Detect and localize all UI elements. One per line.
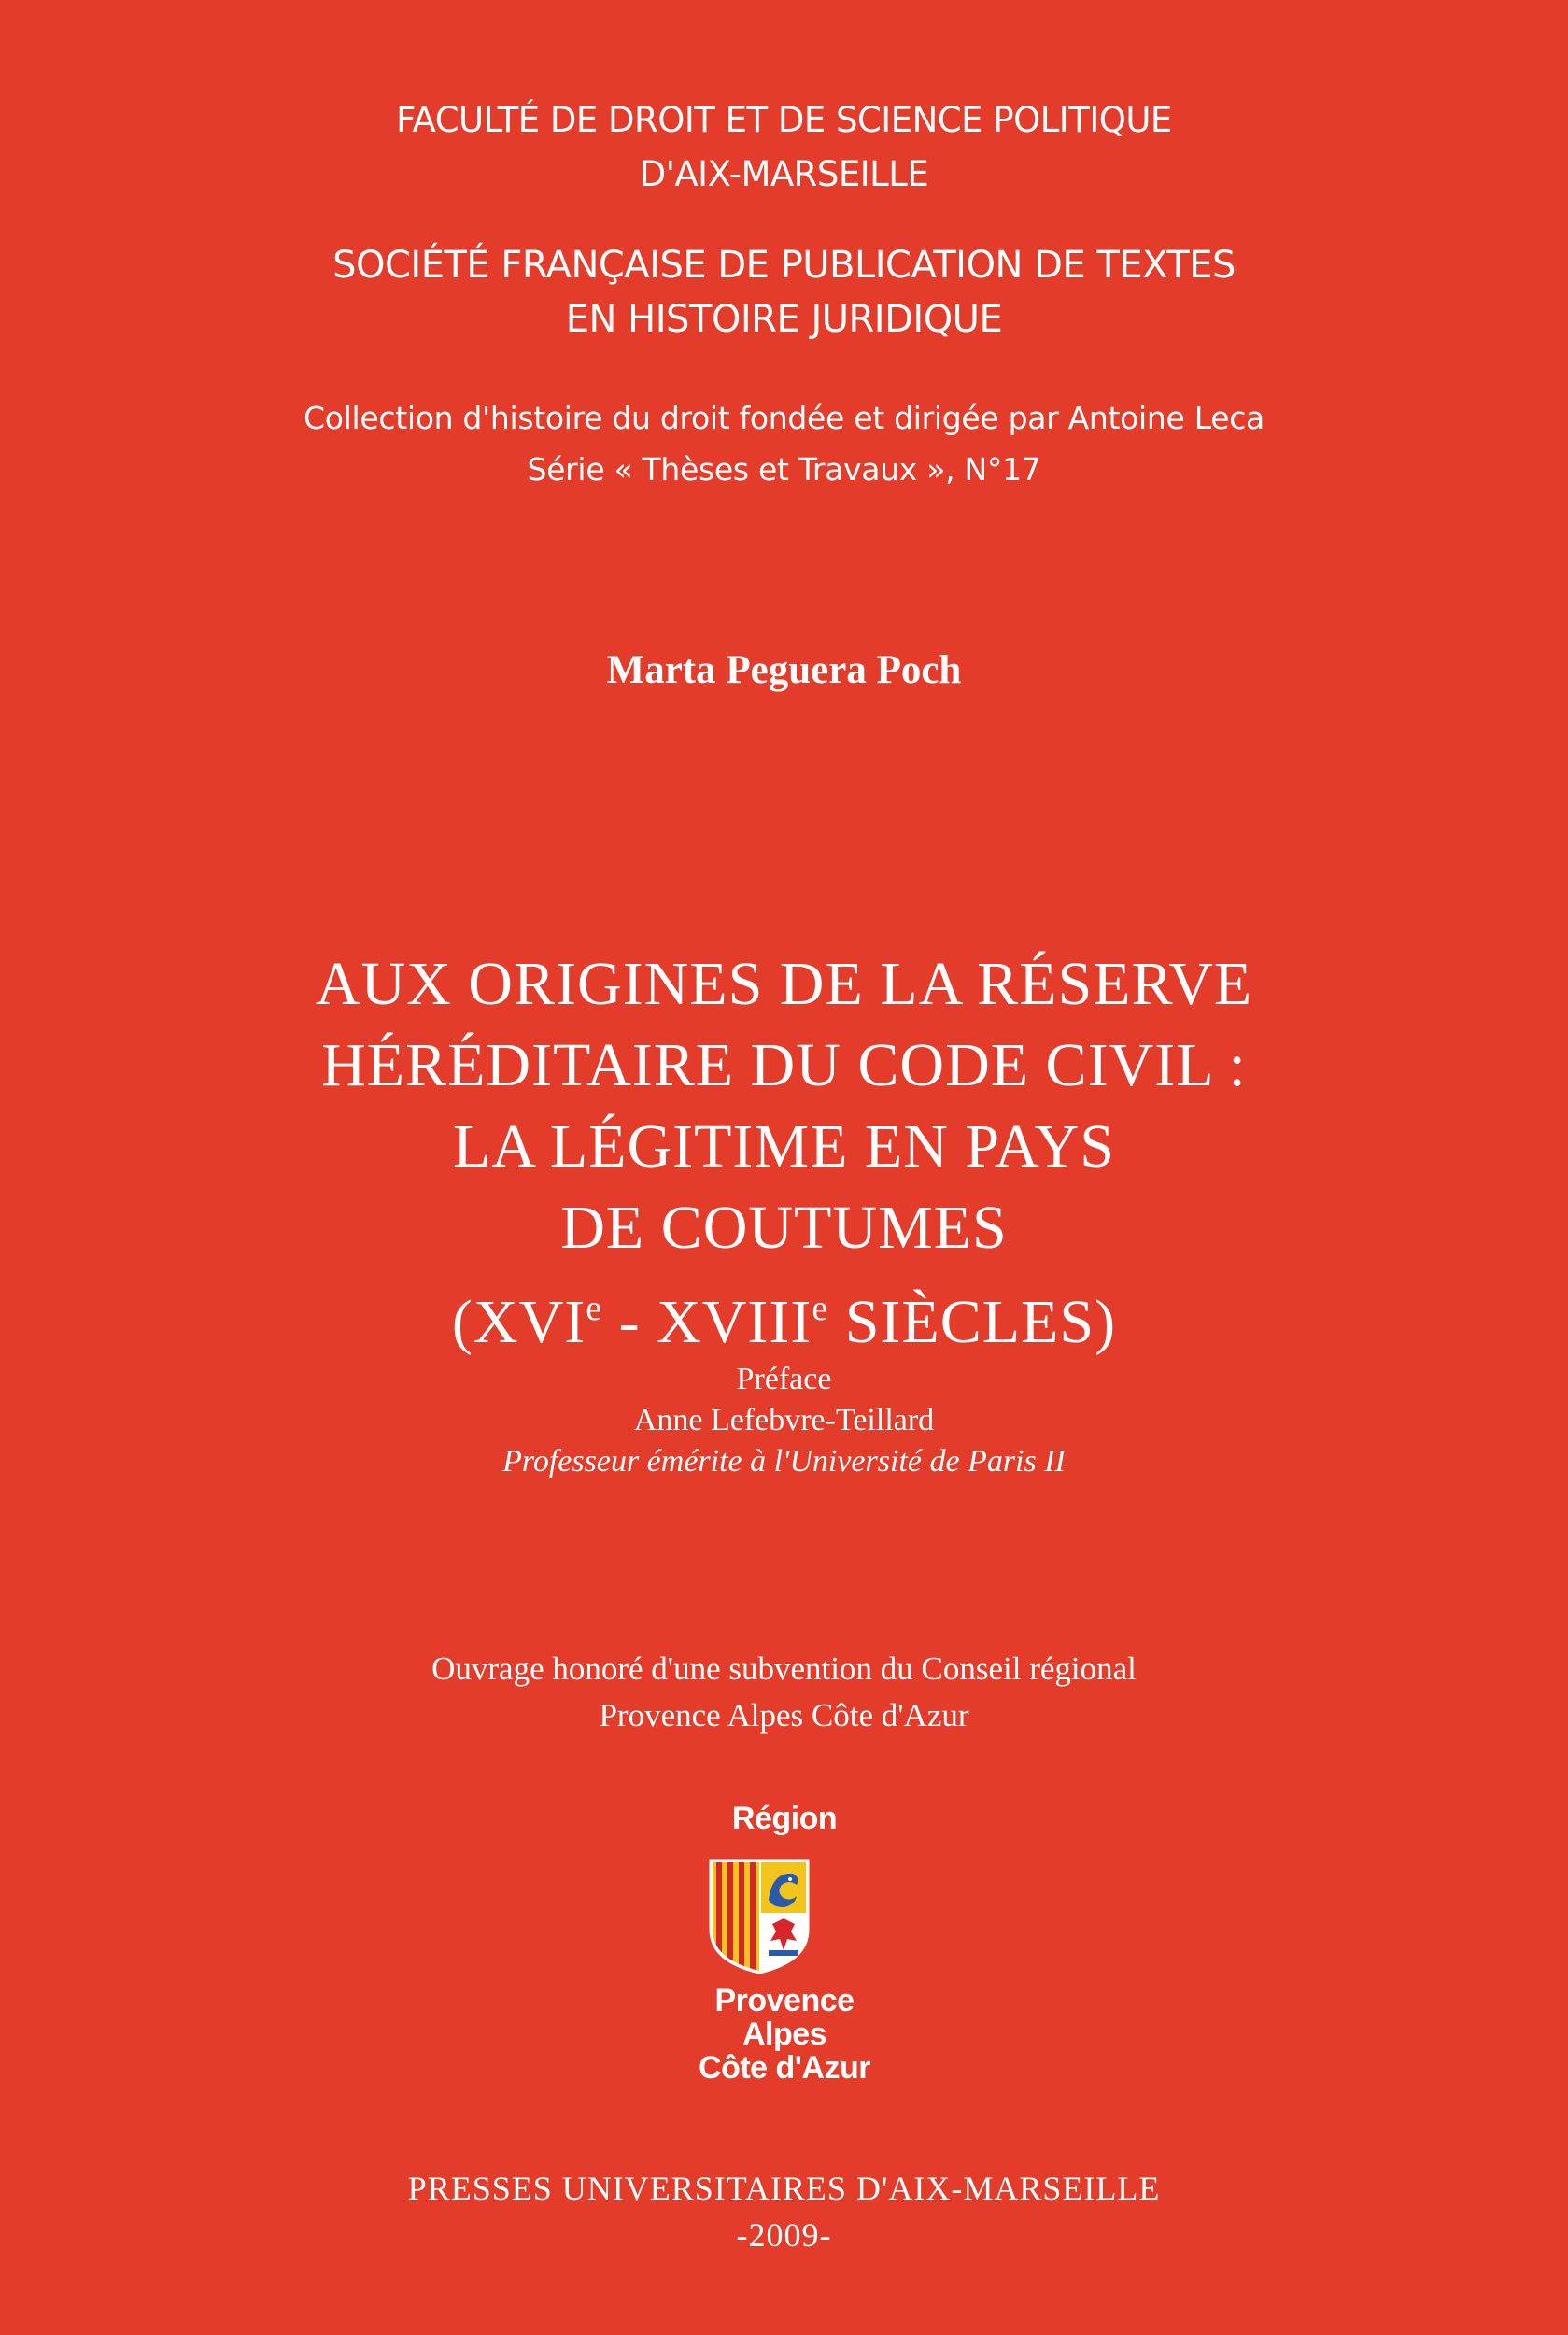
title-line-5 (0, 1268, 1568, 1363)
region-logo-line-3: Côte d'Azur (699, 2050, 870, 2086)
title-century-open: (XVI (451, 1288, 586, 1356)
publication-year: -2009- (736, 2216, 832, 2254)
book-title (0, 943, 1568, 1363)
region-logo-line-2: Alpes (742, 2017, 827, 2052)
region-logo-title: Région (731, 1801, 838, 1836)
collection-line-2: Série « Thèses et Travaux », N°17 (527, 451, 1041, 488)
publisher-block (0, 2165, 1568, 2258)
subsidy-note (0, 1646, 1568, 1739)
faculty-line-1: FACULTÉ DE DROIT ET DE SCIENCE POLITIQUE (396, 100, 1172, 140)
title-superscript-1: e (586, 1289, 603, 1328)
region-logo-name (672, 1984, 897, 2085)
faculty-line-2: D'AIX-MARSEILLE (639, 154, 929, 194)
region-crest-icon (707, 1857, 812, 1976)
title-century-close: SIÈCLES) (828, 1288, 1117, 1356)
subsidy-line-1: Ouvrage honoré d'une subvention du Conseil régional (431, 1650, 1137, 1687)
society-heading (0, 238, 1568, 347)
title-superscript-2: e (812, 1289, 829, 1328)
author-name: Marta Peguera Poch (606, 648, 962, 692)
preface-label: Préface (736, 1362, 832, 1396)
title-line-2: HÉRÉDITAIRE DU CODE CIVIL : (321, 1031, 1247, 1099)
title-line-4: DE COUTUMES (560, 1194, 1008, 1262)
preface-block (0, 1359, 1568, 1482)
region-logo (672, 1801, 897, 2100)
title-century-mid: - XVIII (602, 1288, 812, 1356)
society-line-1: SOCIÉTÉ FRANÇAISE DE PUBLICATION DE TEXTES (332, 244, 1236, 287)
collection-info (0, 392, 1568, 495)
collection-line-1: Collection d'histoire du droit fondée et dirigée par Antoine Leca (304, 400, 1264, 436)
preface-author-role: Professeur émérite à l'Université de Paris II (502, 1444, 1066, 1479)
preface-author: Anne Lefebvre-Teillard (633, 1403, 935, 1437)
title-line-1: AUX ORIGINES DE LA RÉSERVE (315, 950, 1253, 1018)
subsidy-line-2: Provence Alpes Côte d'Azur (599, 1697, 969, 1734)
faculty-heading (0, 93, 1568, 202)
publisher-name: PRESSES UNIVERSITAIRES D'AIX-MARSEILLE (407, 2170, 1161, 2207)
region-logo-line-1: Provence (714, 1983, 855, 2018)
title-line-3: LA LÉGITIME EN PAYS (452, 1112, 1115, 1181)
society-line-2: EN HISTOIRE JURIDIQUE (565, 298, 1003, 341)
